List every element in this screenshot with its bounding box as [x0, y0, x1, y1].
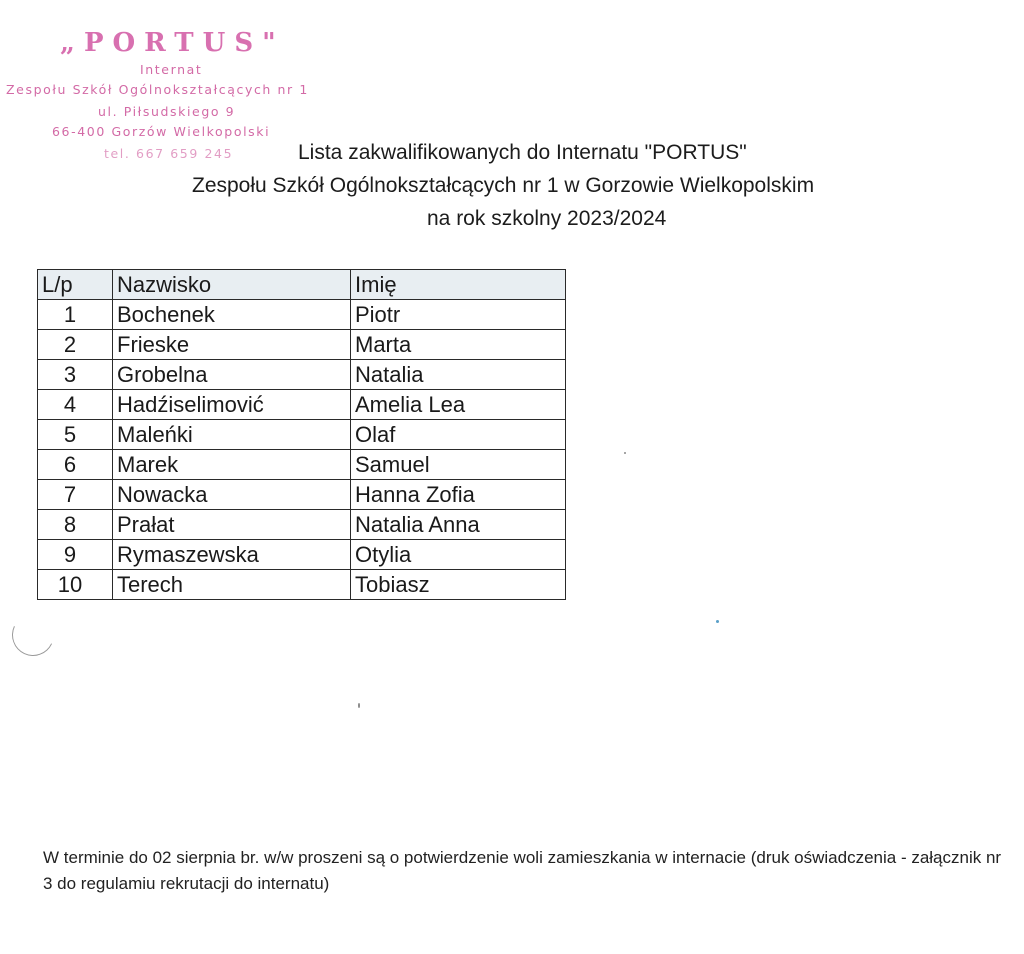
- first-name-cell: Olaf: [351, 420, 566, 450]
- stamp-line-school: Zespołu Szkół Ogólnokształcących nr 1: [6, 82, 309, 97]
- row-number: 9: [38, 540, 113, 570]
- stamp-brand: „PORTUS": [60, 28, 285, 58]
- row-number: 6: [38, 450, 113, 480]
- table-row: [38, 390, 566, 420]
- table-row: [38, 420, 566, 450]
- qualified-list-table: [37, 269, 566, 600]
- first-name-cell: Hanna Zofia: [351, 480, 566, 510]
- row-number: 8: [38, 510, 113, 540]
- table-row: [38, 570, 566, 600]
- punch-hole-mark: [6, 608, 60, 662]
- column-header-surname: Nazwisko: [113, 270, 351, 300]
- table-row: [38, 510, 566, 540]
- column-header-lp: L/p: [38, 270, 113, 300]
- scan-speck: [358, 703, 360, 708]
- first-name-cell: Samuel: [351, 450, 566, 480]
- table-row: [38, 360, 566, 390]
- surname-cell: Bochenek: [113, 300, 351, 330]
- first-name-cell: Otylia: [351, 540, 566, 570]
- confirmation-note: W terminie do 02 sierpnia br. w/w proszeni są o potwierdzenie woli zamieszkania w internacie (druk oświadczenia - załącznik nr 3 do regulamiu rekrutacji do internatu): [43, 848, 1002, 893]
- surname-cell: Prałat: [113, 510, 351, 540]
- table-row: [38, 480, 566, 510]
- row-number: 1: [38, 300, 113, 330]
- surname-cell: Terech: [113, 570, 351, 600]
- header-title-line2: Zespołu Szkół Ogólnokształcących nr 1 w Gorzowie Wielkopolskim: [192, 174, 815, 197]
- table-row: [38, 450, 566, 480]
- row-number: 4: [38, 390, 113, 420]
- scan-speck: [624, 452, 626, 454]
- stamp-line-city: 66-400 Gorzów Wielkopolski: [52, 124, 271, 139]
- first-name-cell: Natalia: [351, 360, 566, 390]
- table-row: [38, 330, 566, 360]
- stamp-line-street: ul. Piłsudskiego 9: [98, 104, 236, 119]
- surname-cell: Hadźiselimović: [113, 390, 351, 420]
- first-name-cell: Piotr: [351, 300, 566, 330]
- scan-speck: [716, 620, 719, 623]
- table-row: [38, 300, 566, 330]
- row-number: 7: [38, 480, 113, 510]
- header-title-line3: na rok szkolny 2023/2024: [427, 207, 667, 230]
- row-number: 10: [38, 570, 113, 600]
- table-header-row: [38, 270, 566, 300]
- row-number: 2: [38, 330, 113, 360]
- column-header-first-name: Imię: [351, 270, 566, 300]
- first-name-cell: Amelia Lea: [351, 390, 566, 420]
- first-name-cell: Tobiasz: [351, 570, 566, 600]
- row-number: 5: [38, 420, 113, 450]
- surname-cell: Maleńki: [113, 420, 351, 450]
- surname-cell: Nowacka: [113, 480, 351, 510]
- header-title-line1: Lista zakwalifikowanych do Internatu "PORTUS": [298, 141, 747, 164]
- surname-cell: Marek: [113, 450, 351, 480]
- first-name-cell: Marta: [351, 330, 566, 360]
- first-name-cell: Natalia Anna: [351, 510, 566, 540]
- stamp-line-internat: Internat: [140, 62, 203, 77]
- surname-cell: Rymaszewska: [113, 540, 351, 570]
- surname-cell: Frieske: [113, 330, 351, 360]
- row-number: 3: [38, 360, 113, 390]
- surname-cell: Grobelna: [113, 360, 351, 390]
- stamp-line-phone: tel. 667 659 245: [104, 146, 234, 161]
- table-row: [38, 540, 566, 570]
